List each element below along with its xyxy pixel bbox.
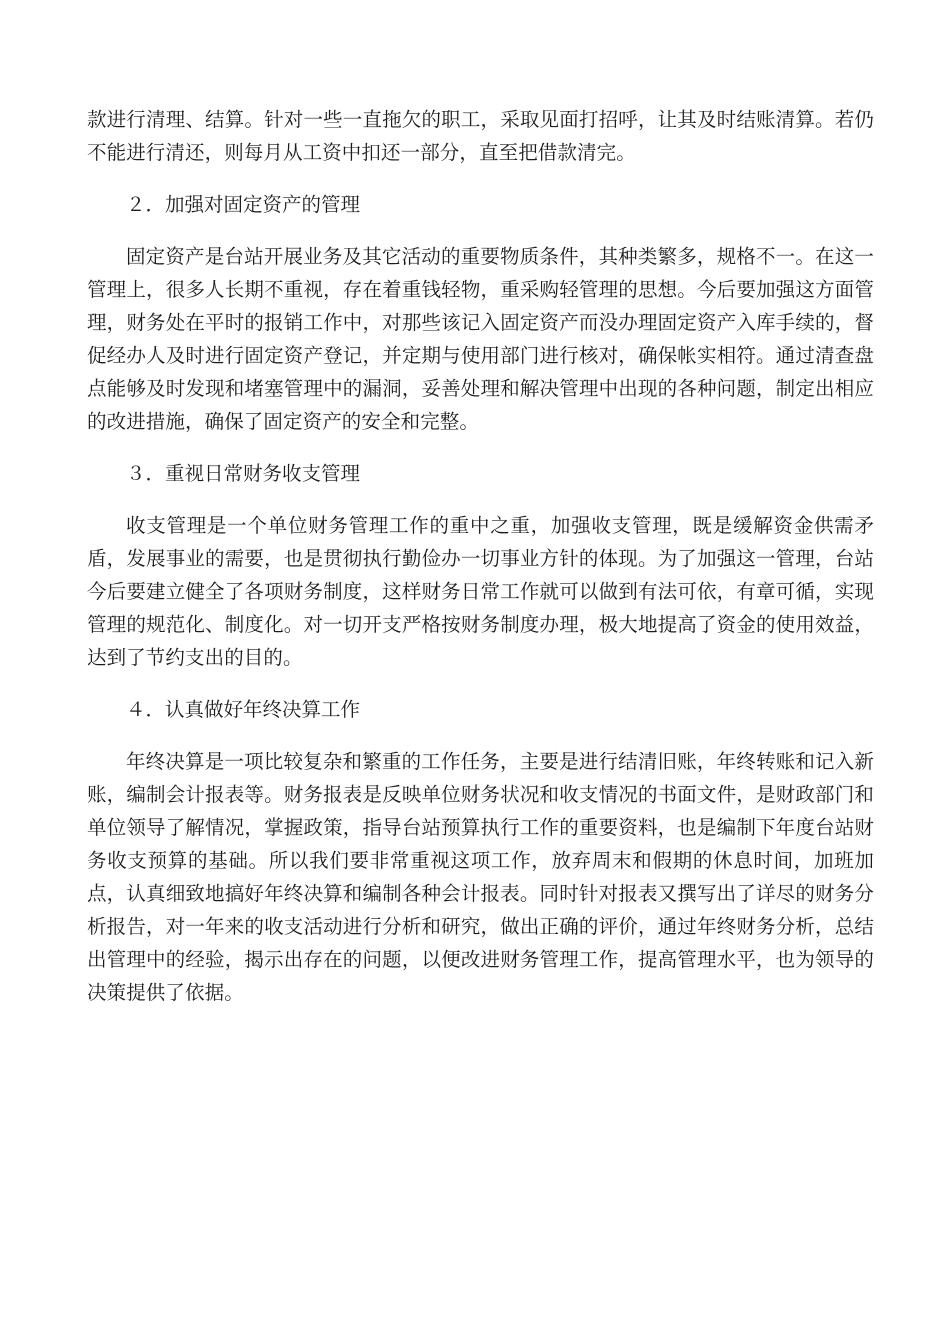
paragraph-daily-revenue-expenditure: 收支管理是一个单位财务管理工作的重中之重，加强收支管理，既是缓解资金供需矛盾，发展事业的需要，也是贯彻执行勤俭办一切事业方针的体现。为了加强这一管理，台站今后要建立健全了各项财务制度，这样财务日常工作就可以做到有法可依，有章可循，实现管理的规范化、制度化。对一切开支严格按财务制度办理，极大地提高了资金的使用效益，达到了节约支出的目的。: [87, 515, 874, 669]
heading-4-year-end-settlement: ４．认真做好年终决算工作: [126, 699, 361, 721]
heading-2-fixed-asset-management: ２．加强对固定资产的管理: [126, 194, 361, 216]
heading-3-daily-revenue-expenditure: ３．重视日常财务收支管理: [126, 463, 361, 485]
paragraph-continuation-loan-settlement: 款进行清理、结算。针对一些一直拖欠的职工，采取见面打招呼，让其及时结账清算。若仍不能进行清还，则每月从工资中扣还一部分，直至把借款清完。: [87, 109, 874, 164]
paragraph-year-end-settlement: 年终决算是一项比较复杂和繁重的工作任务，主要是进行结清旧账，年终转账和记入新账，编制会计报表等。财务报表是反映单位财务状况和收支情况的书面文件，是财政部门和单位领导了解情况，掌握政策，指导台站预算执行工作的重要资料，也是编制下年度台站财务收支预算的基础。所以我们要非常重视这项工作，放弃周末和假期的休息时间，加班加点，认真细致地搞好年终决算和编制各种会计报表。同时针对报表又撰写出了详尽的财务分析报告，对一年来的收支活动进行分析和研究，做出正确的评价，通过年终财务分析，总结出管理中的经验，揭示出存在的问题，以便改进财务管理工作，提高管理水平，也为领导的决策提供了依据。: [87, 751, 874, 1004]
document-body: [87, 104, 874, 1010]
paragraph-fixed-asset-management: 固定资产是台站开展业务及其它活动的重要物质条件，其种类繁多，规格不一。在这一管理上，很多人长期不重视，存在着重钱轻物，重采购轻管理的思想。今后要加强这方面管理，财务处在平时的报销工作中，对那些该记入固定资产而没办理固定资产入库手续的，督促经办人及时进行固定资产登记，并定期与使用部门进行核对，确保帐实相符。通过清查盘点能够及时发现和堵塞管理中的漏洞，妥善处理和解决管理中出现的各种问题，制定出相应的改进措施，确保了固定资产的安全和完整。: [87, 246, 874, 433]
